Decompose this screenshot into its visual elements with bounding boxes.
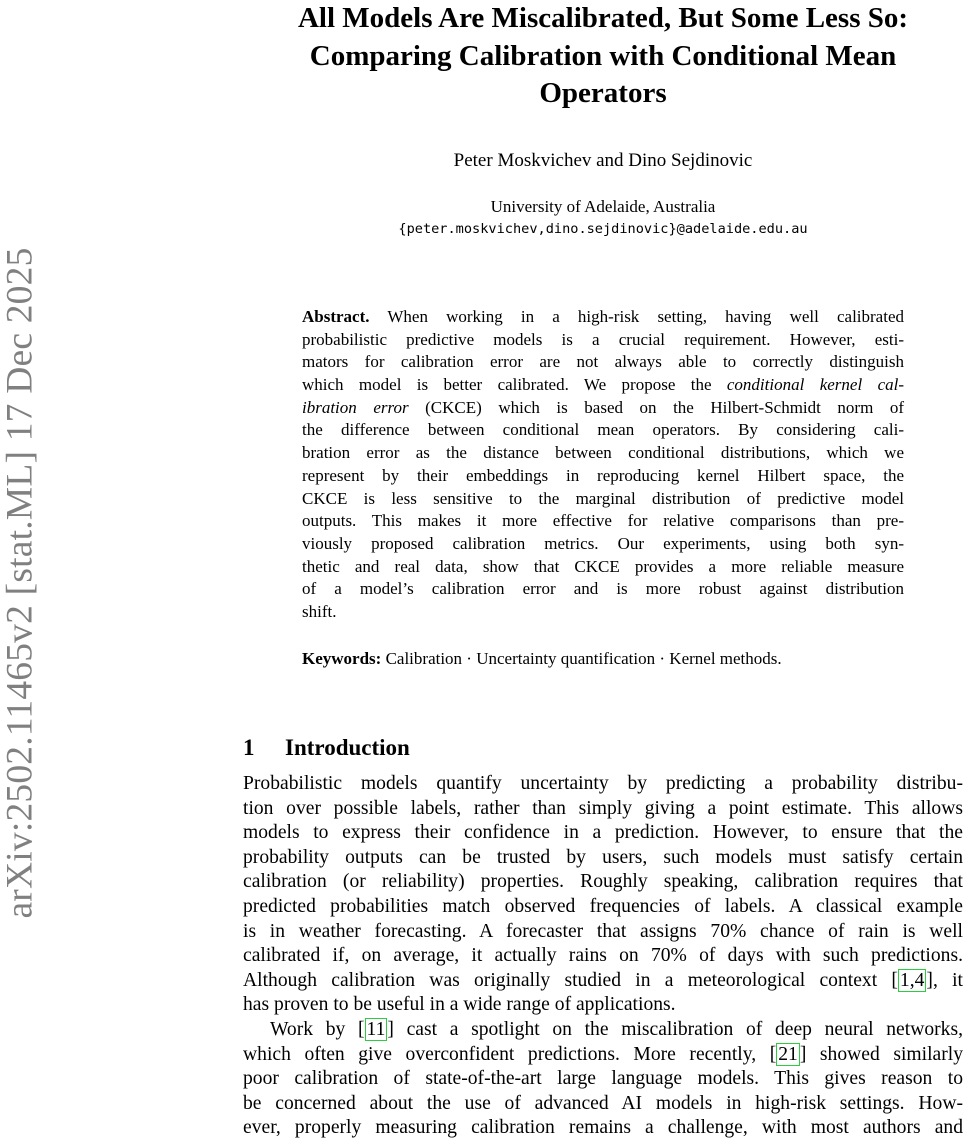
introduction-body — [243, 772, 963, 1141]
arxiv-stamp — [0, 0, 48, 1145]
arxiv-identifier: arXiv:2502.11465v2 [stat.ML] 17 Dec 2025 — [0, 247, 41, 919]
abstract-line: represent by their embeddings in reproducing kernel Hilbert space, the — [302, 465, 904, 485]
abstract-italic-term: ibration error — [302, 397, 409, 417]
keywords-text: Calibration · Uncertainty quantification · Kernel methods. — [381, 649, 782, 668]
section-heading — [243, 735, 410, 761]
abstract-line: bration error as the distance between conditional distributions, which we — [302, 443, 904, 463]
abstract-text: When working in a high-risk setting, having well calibrated — [369, 307, 904, 326]
body-line: models to express their confidence in a prediction. However, to ensure that the — [243, 822, 963, 844]
body-line — [243, 969, 963, 994]
body-line — [243, 1018, 963, 1043]
keywords — [302, 649, 904, 669]
abstract-line: probabilistic predictive models is a crucial requirement. However, esti- — [302, 329, 904, 349]
abstract-line: shift. — [302, 601, 337, 621]
abstract-label: Abstract. — [302, 307, 370, 326]
abstract-line — [302, 374, 904, 397]
citation-1-4[interactable]: 1,4 — [899, 969, 925, 991]
title-line: Operators — [539, 77, 667, 109]
body-text: which often give overconfident predictions. More recently, — [243, 1043, 770, 1065]
body-line: poor calibration of state-of-the-art large language models. This gives reason to — [243, 1068, 963, 1090]
body-line: is in weather forecasting. A forecaster that assigns 70% chance of rain is well — [243, 920, 963, 942]
body-text: Although calibration was originally studied in a meteorological context — [243, 969, 892, 991]
section-number: 1 — [243, 735, 255, 761]
author-emails[interactable]: {peter.moskvichev,dino.sejdinovic}@adelaide.edu.au — [398, 221, 808, 237]
body-line — [243, 1043, 963, 1068]
affiliation-block — [243, 196, 963, 240]
abstract-line: mators for calibration error are not always able to correctly distinguish — [302, 352, 904, 372]
abstract-line: the difference between conditional mean operators. By considering cali- — [302, 420, 904, 440]
body-line: Probabilistic models quantify uncertainty by predicting a probability distribu- — [243, 773, 963, 794]
abstract-line: outputs. This makes it more effective for relative comparisons than pre- — [302, 511, 904, 531]
abstract-line — [302, 306, 904, 329]
abstract-line: viously proposed calibration metrics. Our experiments, using both syn- — [302, 533, 904, 553]
body-text: Work by — [270, 1018, 358, 1040]
body-line: tion over possible labels, rather than simply giving a point estimate. This allows — [243, 797, 963, 819]
title-line: All Models Are Miscalibrated, But Some Less So: — [297, 2, 909, 34]
abstract — [302, 306, 904, 624]
body-line: be concerned about the use of advanced AI models in high-risk settings. How- — [243, 1092, 963, 1114]
body-text: , it — [932, 969, 963, 991]
body-text: showed similarly — [806, 1043, 963, 1065]
keywords-label: Keywords: — [302, 649, 382, 668]
title-line: Comparing Calibration with Conditional Mean — [309, 39, 897, 72]
citation-21[interactable]: 21 — [778, 1043, 798, 1065]
body-line: calibrated if, on average, it actually rains on 70% of days with such predictions. — [243, 945, 963, 967]
citation-11[interactable]: 11 — [366, 1018, 386, 1040]
paper-title — [243, 0, 963, 113]
abstract-line: CKCE is less sensitive to the marginal distribution of predictive model — [302, 488, 904, 508]
body-line: predicted probabilities match observed frequencies of labels. A classical example — [243, 895, 963, 917]
body-text: cast a spotlight on the miscalibration of deep neural networks, — [393, 1018, 963, 1040]
citation-link[interactable]: [ 1,4 ] — [891, 969, 933, 991]
abstract-italic-term: conditional kernel cal- — [726, 375, 904, 395]
abstract-line — [302, 397, 904, 420]
abstract-line: of a model’s calibration error and is more robust against distribution — [302, 579, 904, 599]
body-line: probability outputs can be trusted by users, such models must satisfy certain — [243, 846, 963, 868]
citation-link[interactable]: [ 21 ] — [769, 1043, 807, 1065]
citation-link[interactable]: [ 11 ] — [357, 1018, 394, 1040]
body-line: ever, properly measuring calibration remains a challenge, with most authors and — [243, 1117, 963, 1139]
section-title: Introduction — [285, 735, 410, 761]
abstract-text: (CKCE) which is based on the Hilbert-Schmidt norm of — [408, 397, 904, 417]
affiliation: University of Adelaide, Australia — [490, 197, 716, 216]
authors: Peter Moskvichev and Dino Sejdinovic — [453, 150, 753, 171]
body-line: has proven to be useful in a wide range of applications. — [243, 994, 676, 1016]
body-line: calibration (or reliability) properties. Roughly speaking, calibration requires that — [243, 871, 963, 893]
abstract-line: thetic and real data, show that CKCE provides a more reliable measure — [302, 556, 904, 576]
abstract-text: which model is better calibrated. We propose the — [302, 375, 727, 395]
